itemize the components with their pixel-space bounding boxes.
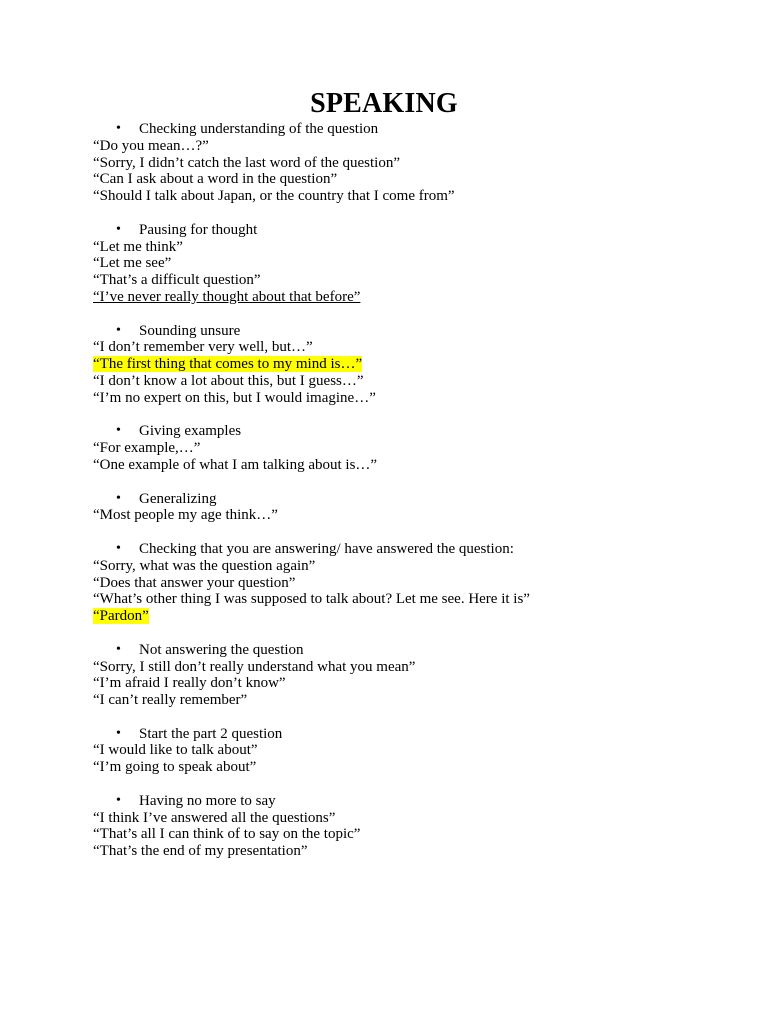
section-heading-text: Pausing for thought	[139, 221, 258, 238]
bullet-icon: •	[116, 540, 121, 556]
bullet-icon: •	[116, 322, 121, 338]
phrase-section	[93, 541, 733, 625]
page-title: SPEAKING	[310, 88, 458, 119]
phrase-line	[93, 373, 733, 390]
phrase-section	[93, 726, 733, 776]
phrase-line	[93, 692, 733, 709]
phrase-section	[93, 491, 733, 525]
phrase-text: “Does that answer your question”	[93, 574, 296, 591]
phrase-text: “I’m going to speak about”	[93, 759, 257, 776]
phrase-line	[93, 659, 733, 676]
bullet-icon: •	[116, 490, 121, 506]
phrase-line	[93, 440, 733, 457]
bullet-icon: •	[116, 641, 121, 657]
phrase-line	[93, 356, 733, 373]
section-heading-text: Not answering the question	[139, 641, 304, 658]
phrase-section	[93, 423, 733, 473]
phrase-text: “I would like to talk about”	[93, 742, 258, 759]
phrase-line	[93, 255, 733, 272]
phrase-text: “That’s the end of my presentation”	[93, 843, 308, 860]
section-heading	[93, 222, 733, 239]
phrase-line	[93, 507, 733, 524]
phrase-line	[93, 826, 733, 843]
phrase-text: “Sorry, I still don’t really understand what you mean”	[93, 658, 416, 675]
phrase-section	[93, 222, 733, 306]
phrase-text: “I’m afraid I really don’t know”	[93, 675, 286, 692]
section-heading	[93, 121, 733, 138]
section-heading-text: Start the part 2 question	[139, 725, 283, 742]
section-heading-text: Checking that you are answering/ have answered the question:	[139, 540, 514, 557]
section-heading-text: Generalizing	[139, 490, 217, 507]
section-heading-text: Having no more to say	[139, 792, 276, 809]
phrase-text: “The first thing that comes to my mind is…”	[93, 356, 363, 373]
phrase-text: “I’m no expert on this, but I would imagine…”	[93, 389, 376, 406]
phrase-text: “Do you mean…?”	[93, 137, 209, 154]
section-heading-text: Checking understanding of the question	[139, 121, 379, 137]
bullet-icon: •	[116, 423, 121, 439]
bullet-icon: •	[116, 725, 121, 741]
section-heading-text: Giving examples	[139, 423, 242, 440]
phrase-line	[93, 675, 733, 692]
phrase-line	[93, 558, 733, 575]
phrase-line	[93, 239, 733, 256]
phrase-text: “Sorry, what was the question again”	[93, 557, 316, 574]
phrase-line	[93, 759, 733, 776]
phrase-line	[93, 810, 733, 827]
phrase-line	[93, 591, 733, 608]
phrase-text: “Sorry, I didn’t catch the last word of the question”	[93, 154, 401, 171]
phrase-text: “That’s a difficult question”	[93, 272, 261, 289]
phrase-line	[93, 289, 733, 306]
section-heading-text: Sounding unsure	[139, 322, 241, 339]
section-heading	[93, 642, 733, 659]
phrase-line	[93, 575, 733, 592]
phrase-text: “Can I ask about a word in the question”	[93, 171, 338, 188]
phrase-section	[93, 642, 733, 709]
phrase-line	[93, 390, 733, 407]
phrase-text: “Let me see”	[93, 255, 172, 272]
phrase-line	[93, 608, 733, 625]
phrase-line	[93, 457, 733, 474]
phrase-text: “For example,…”	[93, 440, 201, 457]
phrase-line	[93, 155, 733, 172]
phrase-sections	[93, 121, 733, 860]
phrase-text: “Let me think”	[93, 238, 183, 255]
section-heading	[93, 541, 733, 558]
phrase-line	[93, 138, 733, 155]
phrase-text: “I’ve never really thought about that before”	[93, 288, 361, 305]
phrase-text: “That’s all I can think of to say on the topic”	[93, 826, 361, 843]
section-heading	[93, 323, 733, 340]
phrase-line	[93, 742, 733, 759]
phrase-text: “I think I’ve answered all the questions”	[93, 809, 336, 826]
phrase-text: “Pardon”	[93, 608, 149, 625]
phrase-section	[93, 121, 733, 205]
bullet-icon: •	[116, 121, 121, 136]
phrase-line	[93, 843, 733, 860]
phrase-text: “One example of what I am talking about is…”	[93, 456, 378, 473]
bullet-icon: •	[116, 792, 121, 808]
phrase-line	[93, 171, 733, 188]
section-heading	[93, 793, 733, 810]
phrase-text: “What’s other thing I was supposed to talk about? Let me see. Here it is”	[93, 591, 530, 608]
section-heading	[93, 423, 733, 440]
phrase-section	[93, 793, 733, 860]
phrase-section	[93, 323, 733, 407]
phrase-text: “I can’t really remember”	[93, 692, 248, 709]
phrase-text: “I don’t remember very well, but…”	[93, 339, 313, 356]
phrase-line	[93, 339, 733, 356]
section-heading	[93, 726, 733, 743]
phrase-line	[93, 188, 733, 205]
section-heading	[93, 491, 733, 508]
phrase-text: “Should I talk about Japan, or the country that I come from”	[93, 188, 455, 205]
phrase-text: “I don’t know a lot about this, but I guess…”	[93, 372, 364, 389]
phrase-line	[93, 272, 733, 289]
bullet-icon: •	[116, 221, 121, 237]
phrase-text: “Most people my age think…”	[93, 507, 278, 524]
